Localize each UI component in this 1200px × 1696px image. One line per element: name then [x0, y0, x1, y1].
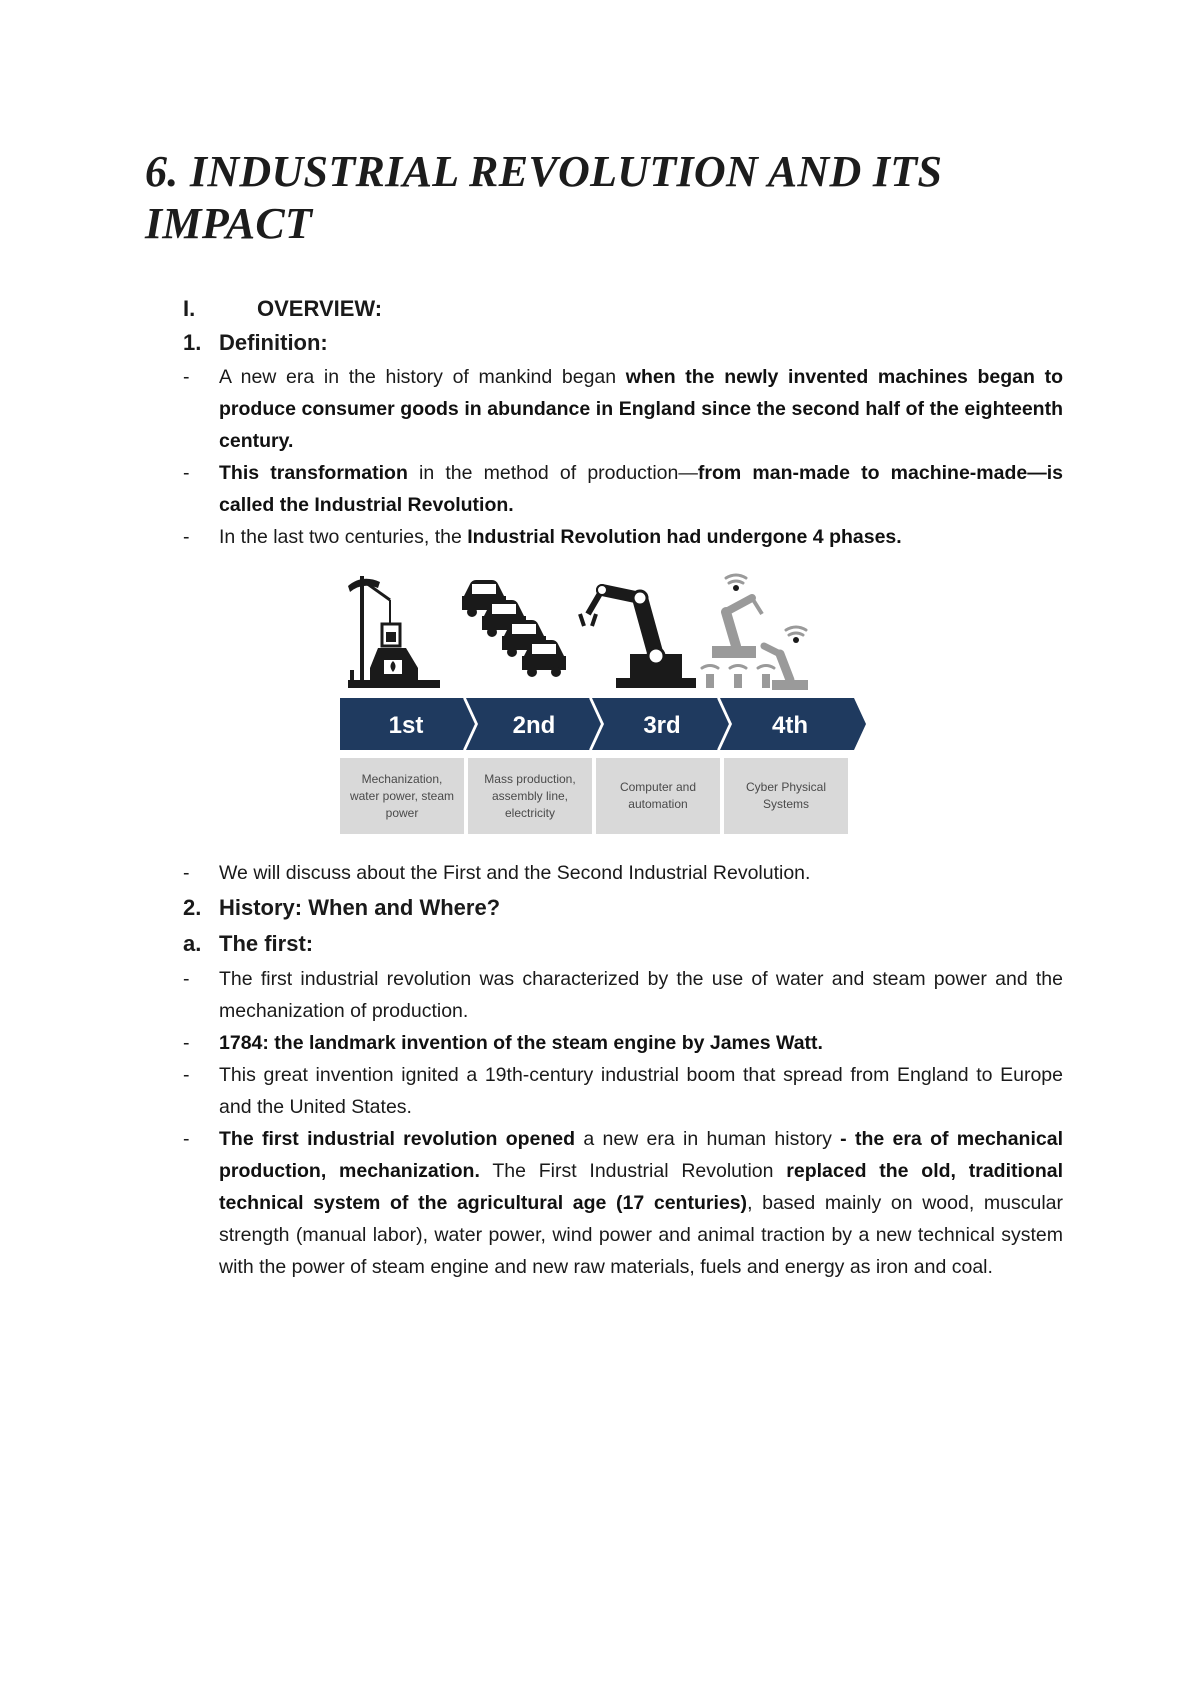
heading-number: 2. [183, 895, 202, 920]
bullet-dash: - [183, 1064, 190, 1086]
definition-heading [183, 326, 328, 360]
bold-text-run: This transformation [219, 462, 408, 484]
list-item [183, 521, 1063, 553]
section-numeral: I. [183, 296, 196, 321]
phase-label: 3rd [643, 712, 681, 739]
desc-line: automation [628, 797, 688, 811]
desc-line: Mechanization, [361, 771, 443, 786]
desc-line: Cyber Physical [745, 780, 827, 794]
phase-description [340, 758, 464, 834]
phase-label: 4th [772, 712, 808, 739]
bullet-text [219, 361, 1063, 457]
phase-description [724, 758, 848, 834]
desc-line: Mass production, [484, 771, 576, 786]
list-item [183, 361, 1063, 457]
connected-robots-icon [702, 575, 808, 690]
list-item [183, 857, 1063, 889]
steam-engine-icon [348, 576, 440, 688]
bold-text-run: from man-made to machine-made—is called the Industrial Revolution. [219, 462, 1063, 516]
section-label: OVERVIEW: [257, 296, 383, 321]
heading-label: The first: [219, 931, 314, 956]
desc-line: water power, steam [349, 788, 455, 803]
desc-line: Systems [762, 797, 809, 811]
bullet-dash: - [183, 1032, 190, 1054]
text-run: a new era in human history [575, 1128, 841, 1150]
bullet-text: The first industrial revolution was characterized by the use of water and steam power and the mechanization of production. [219, 968, 1063, 1022]
bullet-dash: - [183, 968, 190, 990]
bullet-dash: - [183, 1128, 190, 1150]
bullet-dash: - [183, 462, 190, 484]
desc-line: assembly line, [491, 788, 568, 803]
text-run: in the method of production— [407, 462, 698, 484]
heading-number: a. [183, 931, 202, 956]
desc-line: Computer and [619, 780, 697, 794]
phase-description [596, 758, 720, 834]
bullet-dash: - [183, 862, 190, 884]
phase-label: 2nd [512, 712, 556, 739]
desc-line: power [385, 805, 419, 820]
bullet-text [219, 1027, 1063, 1059]
list-item [183, 1123, 1063, 1315]
phases-figure [340, 572, 868, 834]
section-overview-heading [183, 292, 382, 326]
list-item [183, 1027, 1063, 1059]
robot-arm-icon [580, 585, 696, 688]
bold-text-run: 1784: the landmark invention of the steam engine by James Watt. [219, 1032, 823, 1054]
heading-label: Definition: [219, 330, 328, 355]
bold-text-run: Industrial Revolution had undergone 4 phases. [467, 526, 902, 548]
first-heading [183, 927, 313, 961]
desc-line: electricity [504, 805, 555, 820]
page-title: 6. INDUSTRIAL REVOLUTION AND ITS IMPACT [145, 147, 943, 248]
text-run: , based mainly on wood, muscular strength (manual labor), water power, wind power and animal traction by a new technical system with the power of steam engine and new raw materials, fuels and energy as iron and coal. [219, 1192, 1063, 1278]
list-item [183, 1059, 1063, 1123]
list-item [183, 457, 1063, 521]
bold-text-run: replaced the old, traditional technical system of the agricultural age (17 centuries) [219, 1160, 1064, 1214]
heading-label: History: When and Where? [219, 895, 501, 920]
text-run: A new era in the history of mankind began [219, 366, 626, 388]
heading-number: 1. [183, 330, 202, 355]
bullet-text: This great invention ignited a 19th-century industrial boom that spread from England to Europe and the United States. [219, 1064, 1063, 1118]
phase-description [468, 758, 592, 834]
bullet-text [219, 521, 1063, 553]
bullet-dash: - [183, 366, 190, 388]
cars-icon [462, 580, 566, 677]
text-run: In the last two centuries, the [219, 526, 468, 548]
bullet-text [219, 1123, 1063, 1283]
bold-text-run: when the newly invented machines began to produce consumer goods in abundance in England since the second half of the eighteenth century. [219, 366, 1064, 452]
bold-text-run: The first industrial revolution opened [219, 1128, 576, 1150]
bold-text-run: - the era of mechanical production, mechanization. [219, 1128, 1063, 1182]
bullet-text [219, 457, 1063, 521]
list-item [183, 963, 1063, 1027]
history-heading [183, 891, 500, 925]
phase-label: 1st [388, 712, 424, 739]
text-run: The First Industrial Revolution [479, 1160, 787, 1182]
bullet-text: We will discuss about the First and the Second Industrial Revolution. [219, 862, 811, 884]
bullet-dash: - [183, 526, 190, 548]
